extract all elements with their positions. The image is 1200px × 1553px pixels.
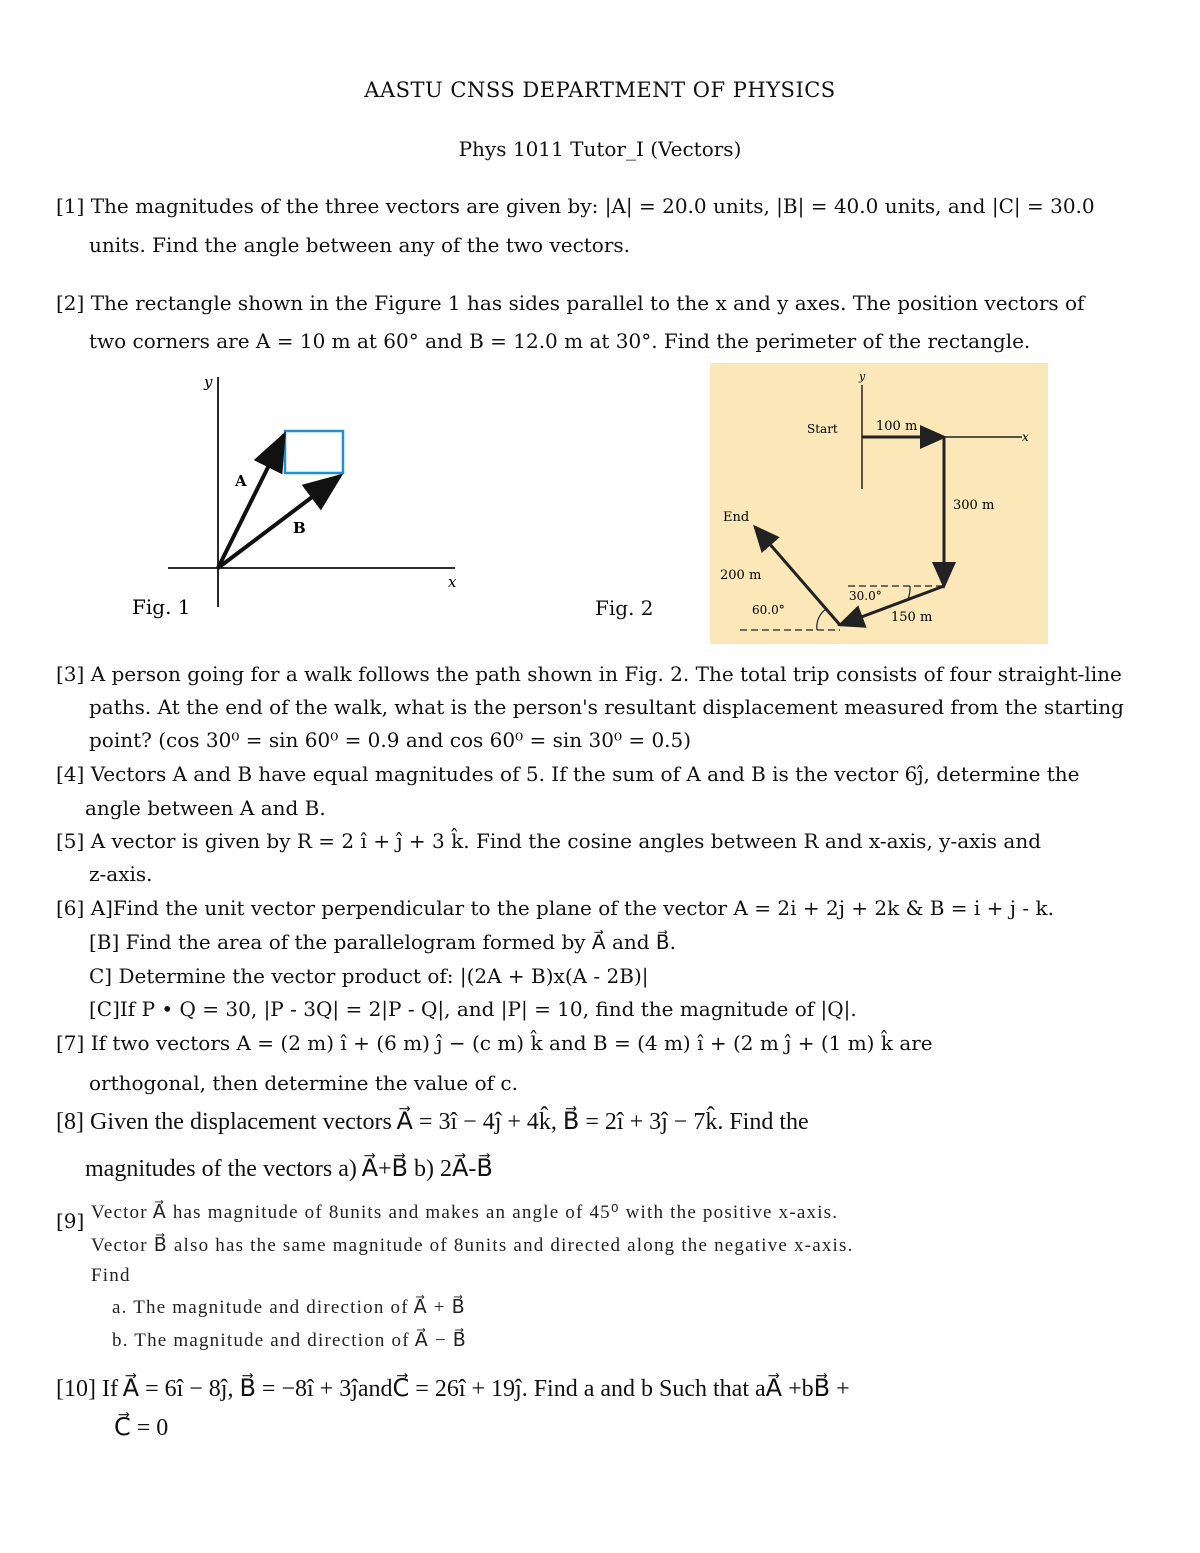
figure-1: [120, 365, 480, 625]
q3-line3: point? (cos 30⁰ = sin 60⁰ = 0.9 and cos 60⁰ = sin 30⁰ = 0.5): [89, 728, 692, 752]
fig2-angle2-label: 60.0°: [752, 603, 785, 617]
q7-line2: orthogonal, then determine the value of c.: [89, 1071, 518, 1095]
q9-number: [9]: [56, 1209, 85, 1233]
q2-line2: two corners are A = 10 m at 60° and B = 12.0 m at 30°. Find the perimeter of the rectangle.: [89, 329, 1031, 353]
q3-line2: paths. At the end of the walk, what is the person's resultant displacement measured from the starting: [89, 695, 1124, 719]
fig1-a-label: A: [235, 472, 247, 490]
q5-line2: z-axis.: [89, 862, 153, 886]
figure-2: [710, 363, 1048, 644]
q2-line1: [2] The rectangle shown in the Figure 1 has sides parallel to the x and y axes. The position vectors of: [56, 291, 1085, 315]
fig1-y-label: y: [204, 373, 213, 391]
q4-line2: angle between A and B.: [85, 796, 326, 820]
q8-line1: [8] Given the displacement vectors A⃗ = 3î − 4ĵ + 4k̂, B⃗ = 2î + 3ĵ − 7k̂. Find the: [56, 1109, 809, 1135]
fig2-x-label: x: [1022, 430, 1029, 444]
q3-line1: [3] A person going for a walk follows the path shown in Fig. 2. The total trip consists of four straight-line: [56, 662, 1122, 686]
fig2-end-label: End: [723, 510, 750, 525]
q8-line2: magnitudes of the vectors a) A⃗+B⃗ b) 2A⃗-B⃗: [85, 1156, 493, 1182]
fig1-x-label: x: [448, 573, 457, 591]
fig2-caption: Fig. 2: [595, 596, 654, 620]
course-title: Phys 1011 Tutor_I (Vectors): [458, 137, 742, 161]
q9-line1: Vector A⃗ has magnitude of 8units and makes an angle of 45⁰ with the positive x-axis.: [91, 1202, 839, 1223]
fig2-start-label: Start: [807, 422, 838, 436]
q1-line1: [1] The magnitudes of the three vectors are given by: |A| = 20.0 units, |B| = 40.0 units, and |C| = 30.0: [56, 194, 1095, 218]
fig2-y-label: y: [859, 370, 866, 383]
fig2-seg3-label: 150 m: [891, 610, 933, 625]
fig1-caption: Fig. 1: [132, 595, 191, 619]
q5-line1: [5] A vector is given by R = 2 î + ĵ + 3 k̂. Find the cosine angles between R and x-axis, y-axis and: [56, 829, 1042, 853]
fig1-vector-a: [218, 435, 284, 568]
department-title: AASTU CNSS DEPARTMENT OF PHYSICS: [364, 78, 836, 102]
q10-line2: C⃗ = 0: [114, 1415, 169, 1441]
q6-line3: C] Determine the vector product of: |(2A + B)x(A - 2B)|: [89, 964, 649, 988]
q6-line2: [B] Find the area of the parallelogram formed by A⃗ and B⃗.: [89, 930, 676, 954]
fig2-seg4-label: 200 m: [720, 568, 762, 583]
fig2-seg1-label: 100 m: [876, 419, 918, 434]
fig2-angle1-label: 30.0°: [849, 589, 882, 603]
q1-line2: units. Find the angle between any of the two vectors.: [89, 233, 631, 257]
fig2-seg2-label: 300 m: [953, 498, 995, 513]
q10-line1: [10] If A⃗ = 6î − 8ĵ, B⃗ = −8î + 3ĵandC⃗ = 26î + 19ĵ. Find a and b Such that aA⃗ +bB⃗ +: [56, 1376, 850, 1402]
q7-line1: [7] If two vectors A = (2 m) î + (6 m) ĵ − (c m) k̂ and B = (4 m) î + (2 m ĵ + (1 m) k̂ are: [56, 1031, 933, 1055]
q6-line4: [C]If P • Q = 30, |P - 3Q| = 2|P - Q|, and |P| = 10, find the magnitude of |Q|.: [89, 997, 857, 1021]
q9-item-b: b. The magnitude and direction of A⃗ − B⃗: [112, 1330, 467, 1351]
q9-item-a: a. The magnitude and direction of A⃗ + B⃗: [112, 1297, 466, 1318]
q9-line2: Vector B⃗ also has the same magnitude of 8units and directed along the negative x-axis.: [91, 1235, 854, 1256]
q4-line1: [4] Vectors A and B have equal magnitudes of 5. If the sum of A and B is the vector 6ĵ, determine the: [56, 762, 1080, 786]
fig1-b-label: B: [293, 519, 306, 537]
q6-line1: [6] A]Find the unit vector perpendicular to the plane of the vector A = 2i + 2j + 2k & B = i + j - k.: [56, 896, 1054, 920]
fig1-rectangle: [285, 431, 343, 473]
q9-line3: Find: [91, 1265, 131, 1286]
